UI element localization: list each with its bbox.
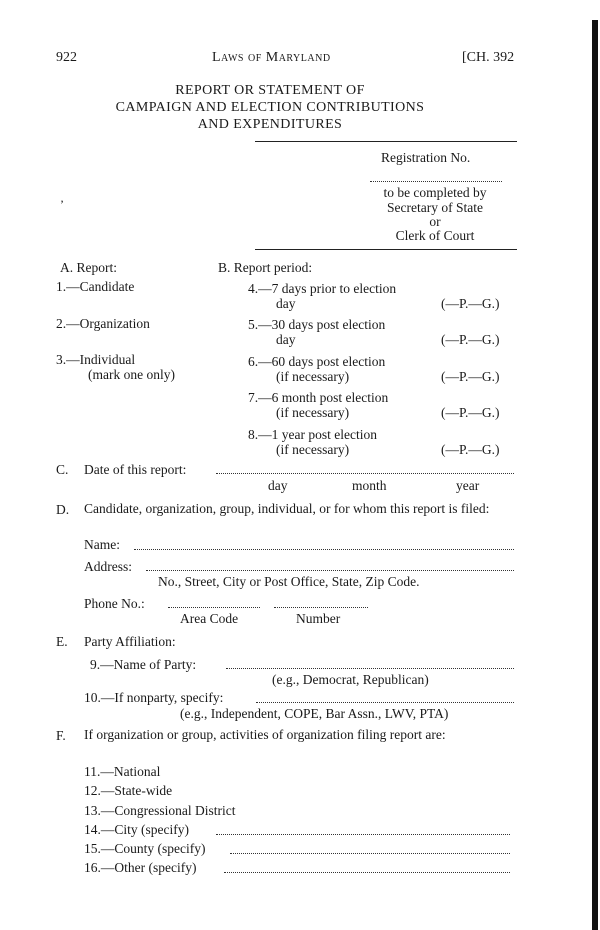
date-of-report-field[interactable] xyxy=(216,473,514,474)
nonparty-hint: (e.g., Independent, COPE, Bar Assn., LWV, PTA) xyxy=(180,706,449,721)
section-f-letter: F. xyxy=(56,728,66,743)
report-type-organization[interactable]: 2.—Organization xyxy=(56,316,150,331)
registration-label: Registration No. xyxy=(381,150,471,165)
period-item-8-sub: (if necessary) xyxy=(276,442,350,457)
activity-other-field[interactable] xyxy=(224,872,510,873)
activity-national[interactable]: 11.—National xyxy=(84,764,161,779)
page-number: 922 xyxy=(56,50,77,65)
period-item-4[interactable]: 4.—7 days prior to election xyxy=(248,281,397,296)
form-title-line2: CAMPAIGN AND ELECTION CONTRIBUTIONS xyxy=(115,100,425,115)
period-item-8[interactable]: 8.—1 year post election xyxy=(248,427,377,442)
party-affiliation-label: Party Affiliation: xyxy=(84,634,176,649)
phone-label: Phone No.: xyxy=(84,596,145,611)
section-d-letter: D. xyxy=(56,502,70,517)
form-title-line3: AND EXPENDITURES xyxy=(197,117,343,132)
activity-congressional-district[interactable]: 13.—Congressional District xyxy=(84,803,236,818)
period-item-6-code[interactable]: (—P.—G.) xyxy=(441,369,500,384)
activity-other[interactable]: 16.—Other (specify) xyxy=(84,860,197,875)
report-type-individual[interactable]: 3.—Individual xyxy=(56,352,136,367)
activity-city[interactable]: 14.—City (specify) xyxy=(84,822,189,837)
period-item-6-sub: (if necessary) xyxy=(276,369,350,384)
address-label: Address: xyxy=(84,559,132,574)
period-item-8-code[interactable]: (—P.—G.) xyxy=(441,442,500,457)
section-d-text: Candidate, organization, group, individual, or for whom this report is filed: xyxy=(84,501,490,516)
chapter-number: [CH. 392 xyxy=(462,50,515,65)
section-a-heading: A. Report: xyxy=(60,260,117,275)
form-title-line1: REPORT OR STATEMENT OF xyxy=(175,83,365,98)
period-item-6[interactable]: 6.—60 days post election xyxy=(248,354,386,369)
activity-state-wide[interactable]: 12.—State-wide xyxy=(84,783,173,798)
address-hint: No., Street, City or Post Office, State, Zip Code. xyxy=(158,574,420,589)
stray-mark: ’ xyxy=(60,197,64,211)
number-label: Number xyxy=(296,611,341,626)
registration-note-4: Clerk of Court xyxy=(395,228,475,243)
nonparty-label: 10.—If nonparty, specify: xyxy=(84,690,224,705)
report-type-candidate[interactable]: 1.—Candidate xyxy=(56,279,135,294)
section-e-letter: E. xyxy=(56,634,68,649)
area-code-label: Area Code xyxy=(180,611,239,626)
name-label: Name: xyxy=(84,537,120,552)
period-item-7-sub: (if necessary) xyxy=(276,405,350,420)
date-of-report-label: Date of this report: xyxy=(84,462,187,477)
party-name-label: 9.—Name of Party: xyxy=(90,657,197,672)
date-year-label: year xyxy=(456,478,480,493)
section-b-heading: B. Report period: xyxy=(218,260,313,275)
activity-county-field[interactable] xyxy=(230,853,510,854)
registration-note-1: to be completed by xyxy=(383,185,487,200)
bottom-rule xyxy=(255,249,517,250)
activity-city-field[interactable] xyxy=(216,834,510,835)
period-item-5-code[interactable]: (—P.—G.) xyxy=(441,332,500,347)
registration-note-3: or xyxy=(429,214,441,229)
period-item-4-code[interactable]: (—P.—G.) xyxy=(441,296,500,311)
period-item-5-sub: day xyxy=(276,332,296,347)
section-f-text: If organization or group, activities of organization filing report are: xyxy=(84,727,446,742)
mark-one-note: (mark one only) xyxy=(88,367,175,382)
running-title: Laws of Maryland xyxy=(212,50,331,65)
registration-number-field[interactable] xyxy=(370,181,502,182)
phone-area-code-field[interactable] xyxy=(168,607,260,608)
period-item-4-sub: day xyxy=(276,296,296,311)
page-edge-shadow xyxy=(592,20,598,930)
date-day-label: day xyxy=(268,478,288,493)
top-rule xyxy=(255,141,517,142)
nonparty-field[interactable] xyxy=(256,702,514,703)
period-item-5[interactable]: 5.—30 days post election xyxy=(248,317,386,332)
section-c-letter: C. xyxy=(56,462,69,477)
period-item-7-code[interactable]: (—P.—G.) xyxy=(441,405,500,420)
date-month-label: month xyxy=(352,478,387,493)
address-field[interactable] xyxy=(146,570,514,571)
period-item-7[interactable]: 7.—6 month post election xyxy=(248,390,389,405)
phone-number-field[interactable] xyxy=(274,607,368,608)
activity-county[interactable]: 15.—County (specify) xyxy=(84,841,206,856)
party-name-field[interactable] xyxy=(226,668,514,669)
name-field[interactable] xyxy=(134,549,514,550)
party-name-hint: (e.g., Democrat, Republican) xyxy=(272,672,429,687)
registration-note-2: Secretary of State xyxy=(387,200,483,215)
